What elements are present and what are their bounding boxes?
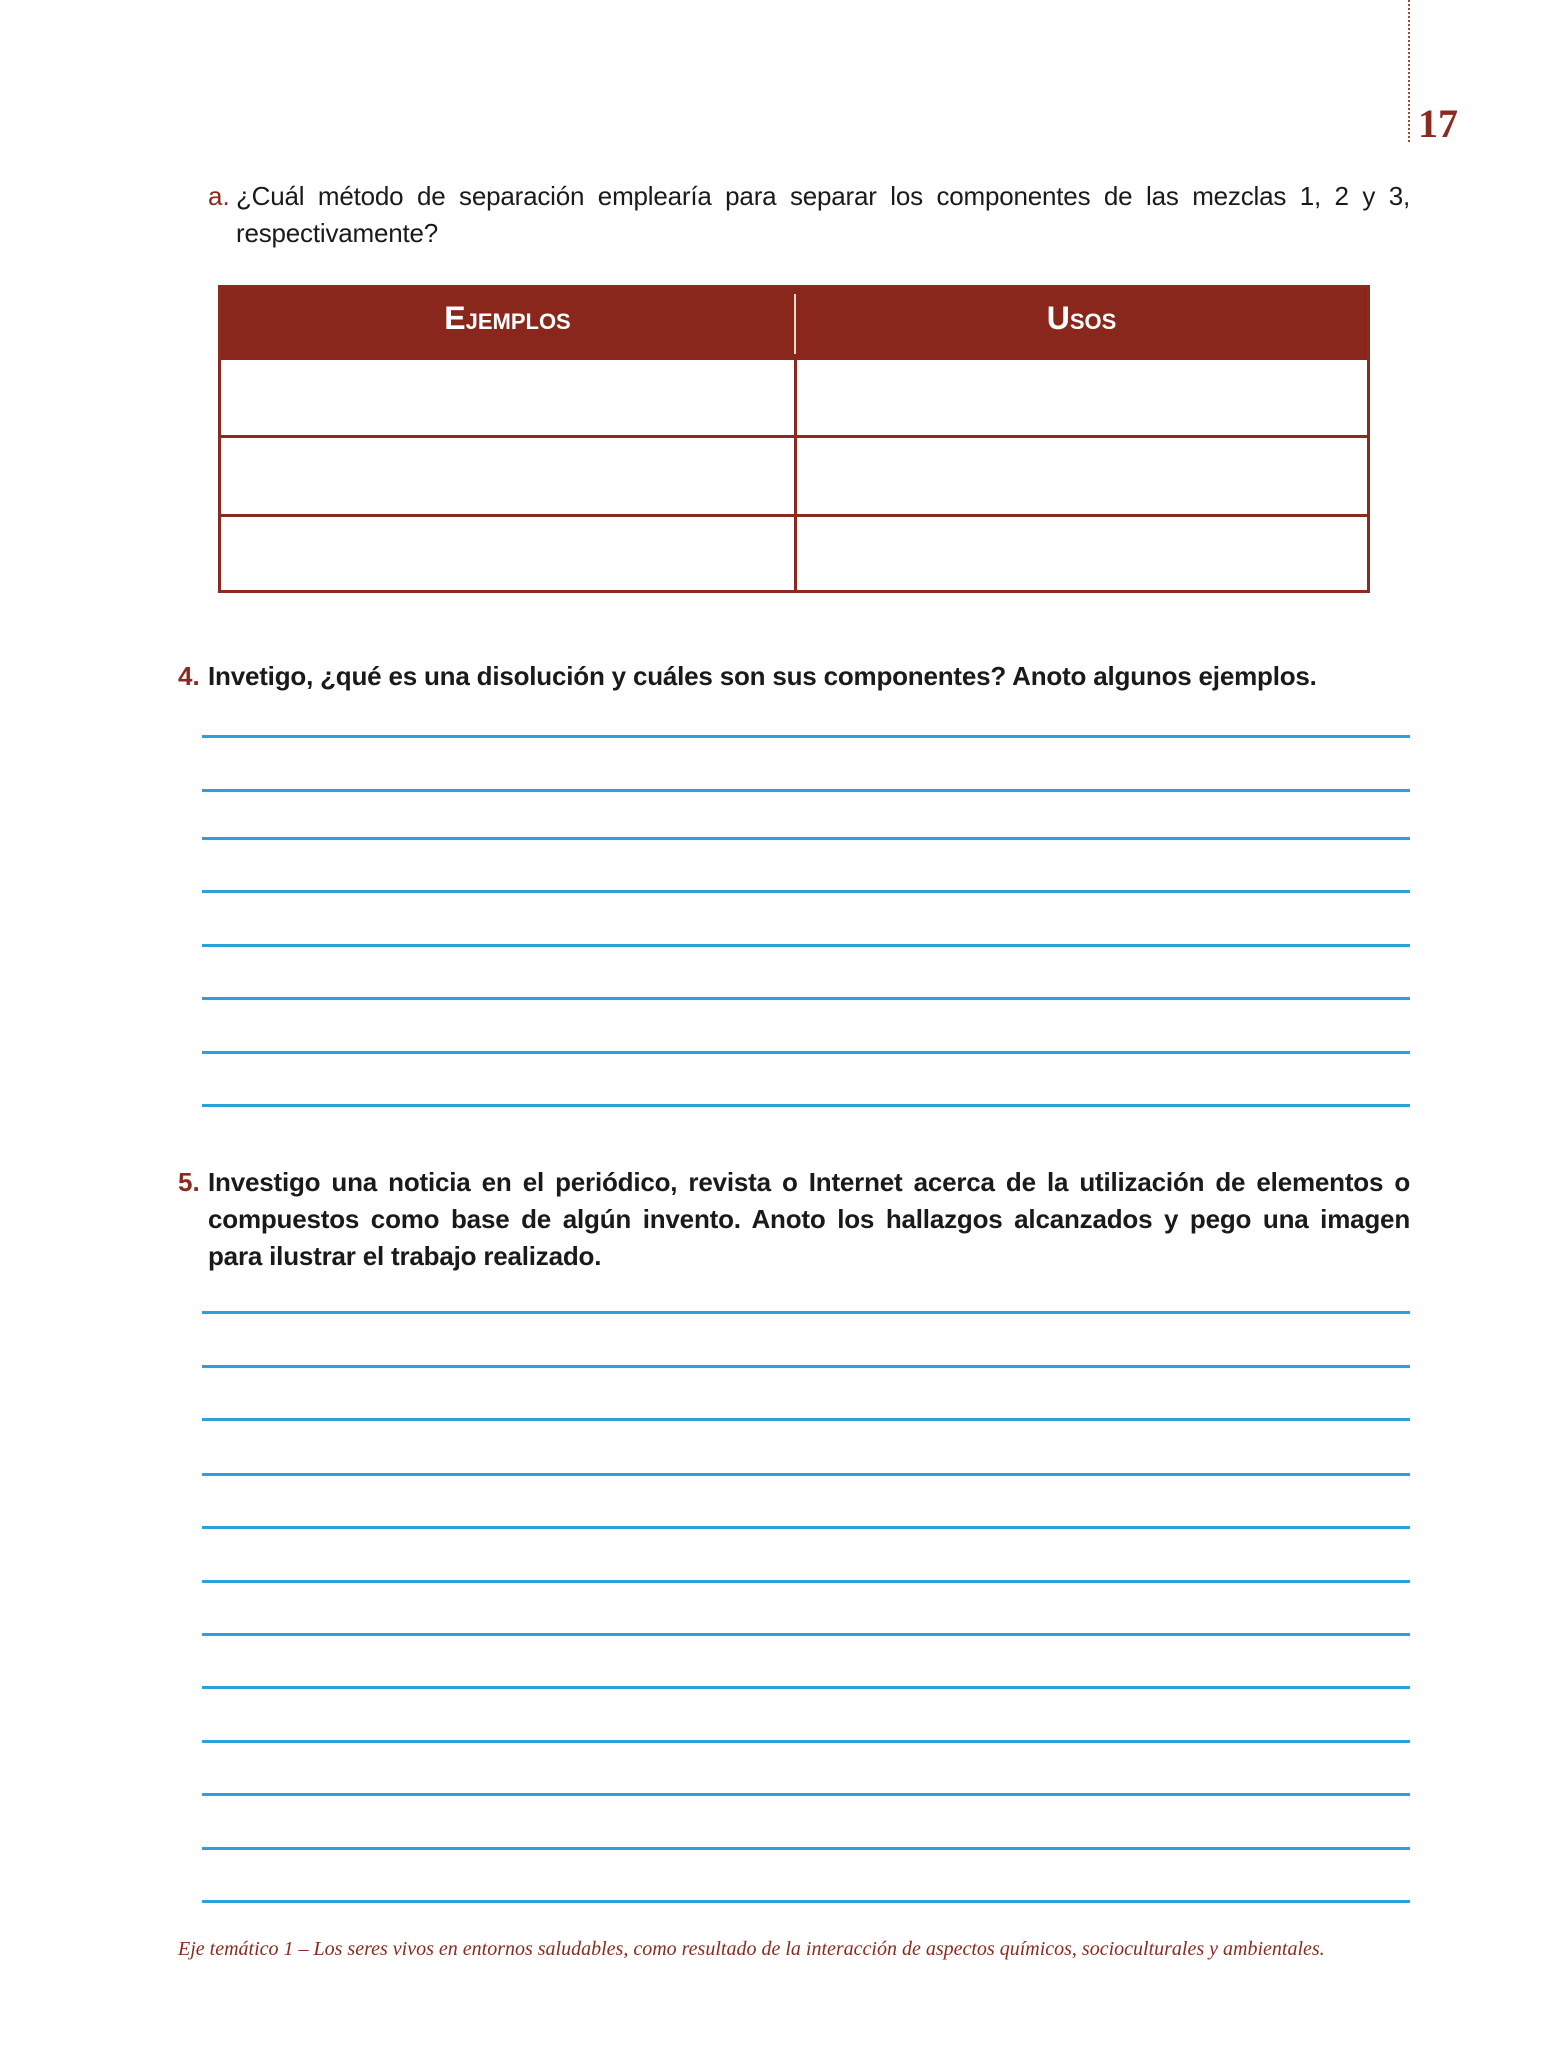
question-4-label: 4. (178, 661, 200, 691)
question-4-text: Invetigo, ¿qué es una disolución y cuáles son sus componentes? Anoto algunos ejemplos. (208, 661, 1317, 691)
answer-line[interactable] (202, 890, 1410, 893)
table-cell[interactable] (797, 517, 1367, 590)
answer-line[interactable] (202, 1418, 1410, 1421)
answer-line[interactable] (202, 735, 1410, 738)
question-5-label: 5. (178, 1167, 200, 1197)
answer-line[interactable] (202, 837, 1410, 840)
answer-line[interactable] (202, 1526, 1410, 1529)
answer-line[interactable] (202, 1051, 1410, 1054)
answer-line[interactable] (202, 789, 1410, 792)
answer-line[interactable] (202, 1365, 1410, 1368)
footer-theme: Eje temático 1 – Los seres vivos en entornos saludables, como resultado de la interacción de aspectos químicos, socioculturales y ambientales. (178, 1938, 1325, 1960)
answer-table (218, 285, 1370, 593)
question-a-text: ¿Cuál método de separación emplearía para separar los componentes de las mezclas 1, 2 y 3, respectivamente? (236, 181, 1410, 248)
answer-line[interactable] (202, 1793, 1410, 1796)
answer-line[interactable] (202, 1686, 1410, 1689)
header-usos: Usos (1046, 300, 1117, 336)
header-ejemplos: Ejemplos (444, 300, 571, 336)
answer-line[interactable] (202, 1633, 1410, 1636)
question-5-text: Investigo una noticia en el periódico, revista o Internet acerca de la utilización de elementos o compuestos como base de algún invento. Anoto los hallazgos alcanzados y pego una imagen para ilustrar el trabajo realizado. (208, 1167, 1410, 1271)
answer-line[interactable] (202, 1900, 1410, 1903)
page-number: 17 (1418, 101, 1458, 146)
answer-line[interactable] (202, 1104, 1410, 1107)
answer-line[interactable] (202, 944, 1410, 947)
answer-line[interactable] (202, 1473, 1410, 1476)
table-cell[interactable] (797, 360, 1367, 435)
answer-line[interactable] (202, 1740, 1410, 1743)
table-header (221, 288, 1367, 360)
table-cell[interactable] (797, 438, 1367, 514)
question-a-label: a. (208, 181, 230, 211)
table-cell[interactable] (221, 517, 794, 590)
table-cell[interactable] (221, 438, 794, 514)
answer-line[interactable] (202, 1847, 1410, 1850)
answer-line[interactable] (202, 997, 1410, 1000)
answer-line[interactable] (202, 1311, 1410, 1314)
margin-divider (1408, 0, 1410, 142)
answer-line[interactable] (202, 1580, 1410, 1583)
table-cell[interactable] (221, 360, 794, 435)
